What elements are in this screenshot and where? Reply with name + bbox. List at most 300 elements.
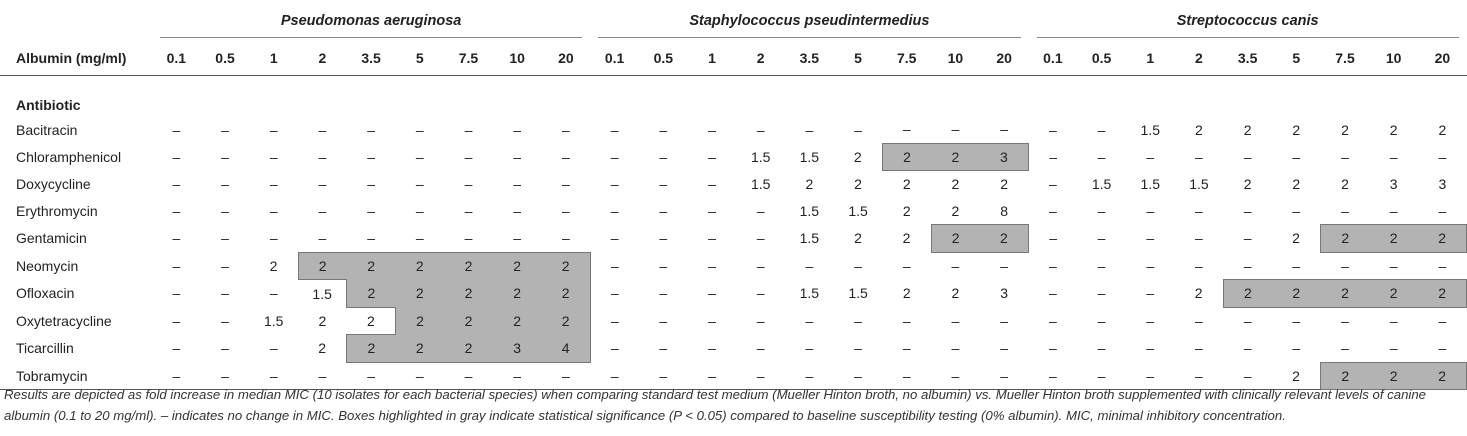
table-footnote: Results are depicted as fold increase in median MIC (10 isolates for each bacterial species) when comparing standard test medium (Mueller Hinton broth, no albumin) vs. Mueller Hinton broth supplemented with clinically relevant levels of canine albumin (0.1 to 20 mg/ml). – indicates no change in MIC. Boxes highlighted in gray indicate statistical significance (P < 0.05) compared to baseline susceptibility testing (0% albumin). MIC, minimal inhibitory concentration.	[4, 387, 1427, 423]
antibiotic-name: Gentamicin	[16, 230, 87, 247]
mic-value-cell: –	[1146, 285, 1155, 302]
mic-value-cell: 2	[1272, 280, 1321, 308]
mic-value-cell: –	[269, 203, 278, 219]
mic-value-cell: –	[1146, 257, 1155, 274]
mic-value-cell: –	[172, 121, 181, 138]
mic-value-cell: 2	[542, 280, 591, 308]
mic-value-cell: 2	[444, 335, 493, 363]
mic-value-cell: 2	[1369, 280, 1418, 308]
mic-value-cell: 2	[1369, 362, 1418, 390]
mic-value-cell: –	[610, 340, 619, 357]
mic-value-cell: –	[756, 203, 765, 219]
mic-value-cell: 2	[493, 307, 542, 335]
mic-value-cell: –	[1341, 148, 1349, 165]
mic-value-cell: 2	[951, 202, 960, 219]
mic-value-cell: –	[805, 312, 814, 329]
mic-value-cell: 2	[853, 148, 862, 165]
mic-value-cell: –	[347, 362, 396, 390]
mic-value-cell: –	[708, 230, 716, 247]
mic-value-cell: 1.5	[848, 203, 868, 219]
mic-value-cell: –	[708, 257, 716, 274]
mic-value-cell: –	[1438, 202, 1447, 219]
mic-value-cell: 1.5	[312, 285, 332, 302]
mic-value-cell: –	[1389, 257, 1398, 274]
mic-value-cell: –	[805, 257, 814, 274]
mic-value-cell: –	[367, 230, 375, 246]
table-row	[0, 116, 1467, 143]
mic-value-cell: –	[1292, 313, 1301, 329]
mic-value-cell: –	[221, 340, 229, 357]
mic-value-cell: –	[249, 362, 298, 390]
mic-value-cell: –	[201, 362, 250, 390]
concentration-header: 3.5	[1223, 41, 1272, 76]
concentration-header: 5	[834, 41, 883, 76]
mic-value-cell: –	[464, 203, 473, 219]
species-header-pseudomonas: Pseudomonas aeruginosa	[152, 0, 590, 41]
mic-value-cell: –	[1243, 257, 1252, 274]
mic-value-cell: –	[1243, 313, 1252, 329]
species-header-row	[0, 0, 1467, 41]
mic-value-cell: 2	[1243, 176, 1252, 192]
antibiotic-name: Ofloxacin	[16, 285, 75, 302]
mic-value-cell: –	[221, 203, 229, 219]
mic-value-cell: 3	[493, 335, 542, 363]
mic-value-cell: 2	[444, 307, 493, 335]
mic-value-cell: –	[542, 362, 591, 390]
mic-value-cell: –	[221, 121, 229, 138]
mic-value-cell: –	[561, 203, 570, 219]
mic-value-cell: 2	[347, 252, 396, 280]
mic-value-cell: 2	[931, 143, 980, 171]
antibiotic-name: Tobramycin	[0, 362, 152, 390]
mic-value-cell: –	[1195, 257, 1203, 274]
mic-value-cell: 2	[318, 340, 327, 357]
mic-value-cell: –	[1048, 203, 1057, 219]
table-row	[0, 143, 1467, 171]
table-row	[0, 198, 1467, 225]
mic-value-cell: –	[464, 230, 473, 246]
mic-value-cell: 2	[1195, 121, 1203, 138]
mic-value-cell: –	[1341, 313, 1349, 329]
mic-value-cell: –	[172, 257, 181, 274]
mic-value-cell: –	[1049, 148, 1058, 165]
mic-value-cell: 1.5	[799, 148, 820, 165]
antibiotic-name: Ticarcillin	[16, 340, 74, 357]
mic-value-cell: –	[1195, 312, 1203, 329]
mic-value-cell: 2	[395, 335, 444, 363]
mic-value-cell: –	[561, 176, 570, 192]
mic-value-cell: 2	[366, 312, 375, 329]
mic-value-cell: –	[1097, 121, 1106, 138]
mic-value-cell: –	[610, 148, 619, 165]
mic-value-cell: –	[1341, 202, 1349, 219]
mic-value-cell: –	[1049, 230, 1058, 247]
mic-value-cell: –	[708, 148, 716, 165]
antibiotic-name: Erythromycin	[16, 203, 98, 219]
mic-value-cell: –	[1000, 121, 1009, 138]
mic-value-cell: –	[269, 285, 278, 302]
species-header-streptococcus: Streptococcus canis	[1029, 0, 1467, 41]
mic-value-cell: –	[1146, 230, 1155, 247]
mic-value-cell: –	[367, 121, 375, 138]
mic-value-cell: 2	[444, 252, 493, 280]
concentration-header: 1	[1126, 41, 1175, 76]
concentration-header: 0.5	[1077, 41, 1126, 76]
mic-value-cell: 1.5	[1140, 176, 1160, 192]
mic-value-cell: –	[513, 148, 522, 165]
mic-value-cell: –	[1048, 285, 1057, 302]
mic-value-cell: –	[513, 121, 522, 138]
mic-value-cell: 1.5	[1140, 121, 1160, 138]
mic-value-cell: –	[610, 121, 619, 138]
mic-value-cell: –	[513, 176, 522, 192]
mic-value-cell: 2	[1243, 121, 1252, 138]
mic-value-cell: –	[1438, 313, 1447, 329]
table-row	[0, 280, 1467, 308]
mic-value-cell: 3	[1389, 176, 1398, 192]
mic-value-cell: –	[1146, 203, 1155, 219]
antibiotic-name: Neomycin	[16, 257, 79, 274]
mic-value-cell: –	[639, 362, 688, 390]
mic-value-cell: 2	[1321, 280, 1370, 308]
mic-value-cell: –	[415, 230, 424, 246]
mic-value-cell: –	[464, 148, 473, 165]
mic-value-cell: –	[367, 148, 375, 165]
mic-value-cell: 1.5	[799, 203, 820, 219]
mic-value-cell: 2	[1321, 362, 1370, 390]
mic-value-cell: –	[1195, 203, 1203, 219]
mic-value-cell: –	[221, 176, 229, 192]
mic-value-cell: –	[1175, 362, 1224, 390]
mic-value-cell: –	[1341, 257, 1349, 274]
section-row	[0, 76, 1467, 117]
mic-value-cell: –	[1341, 340, 1349, 356]
mic-value-cell: –	[444, 362, 493, 390]
mic-value-cell: 1.5	[750, 176, 771, 192]
mic-value-cell: –	[1243, 203, 1252, 219]
mic-value-cell: –	[561, 121, 570, 138]
mic-value-cell: –	[1097, 203, 1106, 219]
species-header-staphylococcus: Staphylococcus pseudintermedius	[590, 0, 1028, 41]
mic-value-cell: 2	[1292, 230, 1300, 247]
mic-value-cell: –	[1292, 340, 1301, 357]
mic-value-cell: 2	[931, 225, 980, 253]
mic-value-cell: –	[1097, 257, 1106, 274]
mic-value-cell: –	[931, 362, 980, 390]
species-header-spacer	[0, 0, 152, 41]
mic-value-cell: 2	[1418, 225, 1467, 253]
mic-value-cell: –	[610, 257, 619, 274]
mic-value-cell: –	[902, 257, 911, 274]
mic-value-cell: 3	[1000, 285, 1009, 302]
concentration-header: 5	[1272, 41, 1321, 76]
mic-value-cell: –	[1146, 340, 1155, 357]
mic-value-cell: 2	[951, 285, 960, 302]
mic-value-cell: –	[367, 176, 375, 192]
mic-value-cell: –	[1292, 257, 1301, 274]
mic-value-cell: 2	[854, 176, 862, 192]
mic-value-cell: –	[318, 121, 327, 138]
concentration-header: 3.5	[785, 41, 834, 76]
mic-value-cell: 2	[542, 252, 591, 280]
mic-value-cell: –	[610, 312, 619, 329]
mic-value-cell: –	[1048, 257, 1057, 274]
concentration-header-row	[0, 41, 1467, 76]
concentration-header: 10	[493, 41, 542, 76]
mic-value-cell: –	[854, 121, 862, 138]
mic-value-cell: –	[318, 176, 327, 192]
mic-value-cell: –	[1389, 313, 1398, 329]
mic-value-cell: –	[1243, 230, 1252, 247]
mic-value-cell: –	[590, 362, 639, 390]
mic-value-cell: –	[688, 362, 737, 390]
mic-value-cell: –	[318, 230, 327, 246]
mic-value-cell: 2	[493, 280, 542, 308]
mic-value-cell: –	[513, 230, 522, 246]
mic-value-cell: –	[269, 176, 278, 192]
mic-value-cell: –	[221, 257, 229, 274]
concentration-header: 0.1	[1029, 41, 1078, 76]
concentration-header: 7.5	[1321, 41, 1370, 76]
mic-value-cell: –	[659, 203, 668, 219]
concentration-header: 20	[1418, 41, 1467, 76]
mic-value-cell: –	[1438, 148, 1447, 165]
mic-value-cell: –	[1195, 340, 1203, 357]
mic-value-cell: –	[708, 203, 716, 219]
mic-value-cell: –	[269, 340, 278, 357]
mic-value-cell: –	[513, 203, 522, 219]
concentration-header: 0.5	[639, 41, 688, 76]
mic-value-cell: 2	[395, 280, 444, 308]
mic-value-cell: –	[854, 312, 862, 329]
mic-value-cell: –	[367, 203, 375, 219]
mic-value-cell: –	[1292, 148, 1301, 165]
mic-value-cell: –	[756, 340, 765, 357]
mic-value-cell: –	[902, 312, 911, 329]
mic-value-cell: 1.5	[1189, 176, 1209, 192]
mic-value-cell: –	[493, 362, 542, 390]
mic-value-cell: –	[1048, 121, 1057, 138]
antibiotic-name: Bacitracin	[16, 121, 78, 138]
mic-value-cell: –	[1000, 340, 1009, 357]
mic-value-cell: 1.5	[263, 312, 284, 329]
mic-value-cell: –	[1292, 203, 1301, 219]
mic-value-cell: –	[610, 285, 619, 302]
antibiotic-name: Chloramphenicol	[16, 148, 122, 165]
antibiotic-name: Doxycycline	[16, 176, 91, 192]
mic-value-cell: 2	[1341, 176, 1349, 192]
mic-value-cell: 2	[951, 176, 960, 193]
mic-value-cell: –	[708, 340, 716, 357]
mic-value-cell: 2	[854, 230, 862, 247]
mic-value-cell: –	[221, 312, 229, 329]
mic-value-cell: 2	[1000, 176, 1009, 193]
mic-value-cell: –	[269, 121, 278, 138]
mic-value-cell: 2	[902, 285, 911, 302]
concentration-header: 2	[736, 41, 785, 76]
mic-value-cell: –	[708, 121, 716, 138]
mic-value-cell: 2	[1341, 121, 1349, 138]
mic-value-cell: –	[1243, 148, 1252, 165]
mic-value-cell: –	[951, 258, 960, 274]
mic-value-cell: 2	[1321, 225, 1370, 253]
mic-value-cell: 2	[882, 143, 931, 171]
mic-value-cell: –	[610, 176, 619, 192]
mic-value-cell: 1.5	[799, 230, 820, 247]
mic-value-cell: 2	[298, 252, 347, 280]
mic-value-cell: –	[659, 121, 668, 138]
mic-value-cell: 2	[980, 225, 1029, 253]
mic-value-cell: –	[951, 121, 960, 138]
mic-value-cell: –	[785, 362, 834, 390]
mic-value-cell: –	[708, 285, 716, 302]
mic-value-cell: –	[1000, 258, 1009, 274]
table-row	[0, 307, 1467, 335]
mic-value-cell: 2	[347, 335, 396, 363]
concentration-header: 1	[249, 41, 298, 76]
mic-value-cell: –	[1146, 312, 1155, 329]
mic-value-cell: 1.5	[750, 148, 771, 165]
mic-value-cell: 2	[1389, 121, 1398, 138]
mic-value-cell: –	[172, 203, 181, 219]
mic-value-cell: 3	[1438, 176, 1447, 192]
mic-value-cell: –	[1097, 230, 1106, 247]
mic-value-cell: –	[1000, 312, 1009, 329]
concentration-header: 3.5	[347, 41, 396, 76]
mic-value-cell: 2	[347, 280, 396, 308]
concentration-header: 1	[688, 41, 737, 76]
mic-value-cell: 2	[318, 312, 327, 329]
mic-value-cell: –	[561, 230, 570, 246]
concentration-header: 5	[395, 41, 444, 76]
mic-value-cell: 2	[1438, 121, 1447, 138]
mic-value-cell: –	[756, 121, 765, 138]
mic-value-cell: –	[659, 312, 668, 329]
mic-value-cell: 2	[1292, 176, 1301, 192]
concentration-header: 2	[298, 41, 347, 76]
mic-value-cell: –	[736, 362, 785, 390]
mic-value-cell: –	[1126, 362, 1175, 390]
mic-value-cell: 2	[805, 176, 814, 192]
mic-value-cell: –	[951, 340, 960, 357]
concentration-header: 20	[980, 41, 1029, 76]
mic-value-cell: –	[1389, 148, 1398, 165]
mic-value-cell: 2	[269, 257, 278, 274]
concentration-header: 0.1	[590, 41, 639, 76]
mic-value-cell: –	[1438, 340, 1447, 356]
mic-value-cell: –	[152, 362, 201, 390]
mic-value-cell: –	[415, 148, 424, 165]
mic-value-cell: –	[318, 148, 327, 165]
mic-value-cell: –	[756, 285, 765, 302]
mic-value-cell: –	[172, 148, 181, 165]
mic-value-cell: –	[708, 176, 716, 192]
mic-value-cell: –	[464, 176, 473, 192]
mic-value-cell: –	[854, 257, 862, 274]
mic-value-cell: 2	[395, 252, 444, 280]
mic-value-cell: –	[1029, 362, 1078, 390]
mic-value-cell: –	[221, 285, 229, 302]
mic-value-cell: 2	[493, 252, 542, 280]
mic-value-cell: –	[610, 230, 619, 247]
mic-value-cell: –	[756, 312, 765, 329]
mic-value-cell: 2	[1194, 285, 1203, 302]
mic-value-cell: –	[708, 312, 716, 329]
table-row	[0, 171, 1467, 198]
mic-value-cell: 2	[1418, 280, 1467, 308]
mic-value-cell: –	[882, 362, 931, 390]
antibiotic-name: Oxytetracycline	[16, 312, 112, 329]
mic-value-cell: 2	[542, 307, 591, 335]
mic-value-cell: –	[172, 285, 181, 302]
mic-value-cell: –	[756, 230, 765, 247]
mic-value-cell: –	[1097, 312, 1106, 329]
mic-value-cell: –	[610, 203, 619, 219]
mic-value-cell: –	[172, 230, 181, 247]
mic-value-cell: 2	[1272, 362, 1321, 390]
mic-value-cell: –	[1048, 340, 1057, 357]
concentration-header: 10	[1369, 41, 1418, 76]
mic-value-cell: –	[415, 176, 424, 192]
mic-value-cell: –	[659, 285, 668, 302]
mic-value-cell: 2	[1292, 121, 1301, 138]
mic-value-cell: –	[1097, 148, 1106, 165]
concentration-header: 0.1	[152, 41, 201, 76]
mic-value-cell: –	[318, 203, 327, 219]
mic-value-cell: –	[1195, 230, 1203, 247]
mic-value-cell: –	[269, 230, 278, 247]
mic-value-cell: –	[172, 340, 181, 357]
mic-value-cell: –	[1389, 340, 1398, 356]
mic-value-cell: –	[659, 230, 668, 247]
mic-value-cell: 2	[902, 203, 911, 219]
mic-value-cell: –	[756, 257, 765, 274]
mic-value-cell: –	[221, 230, 229, 247]
mic-value-cell: –	[1195, 148, 1203, 165]
concentration-header: 7.5	[444, 41, 493, 76]
mic-value-cell: –	[415, 203, 424, 219]
mic-value-cell: 1.5	[799, 285, 820, 302]
concentration-header: 0.5	[201, 41, 250, 76]
mic-value-cell: –	[1077, 362, 1126, 390]
mic-value-cell: –	[298, 362, 347, 390]
mic-value-cell: –	[659, 176, 668, 192]
mic-value-cell: –	[172, 176, 181, 192]
albumin-label: Albumin (mg/ml)	[0, 41, 152, 76]
mic-value-cell: –	[834, 362, 883, 390]
mic-value-cell: –	[172, 312, 181, 329]
mic-value-cell: 4	[542, 335, 591, 363]
mic-value-cell: –	[561, 148, 570, 165]
mic-value-cell: –	[269, 148, 278, 165]
mic-value-cell: 3	[980, 143, 1029, 171]
mic-value-cell: –	[659, 148, 668, 165]
mic-value-cell: 1.5	[1091, 176, 1112, 192]
mic-value-cell: –	[902, 121, 911, 138]
mic-value-cell: –	[902, 340, 911, 357]
mic-value-cell: 2	[395, 307, 444, 335]
mic-value-cell: –	[951, 312, 960, 329]
antibiotic-section-label: Antibiotic	[16, 97, 81, 113]
mic-value-cell: –	[221, 148, 229, 165]
mic-value-cell: –	[1048, 176, 1057, 192]
mic-value-cell: –	[854, 340, 862, 357]
mic-value-cell: 8	[1000, 202, 1009, 219]
table-row	[0, 225, 1467, 253]
table-row	[0, 335, 1467, 363]
mic-value-cell: –	[415, 121, 424, 138]
mic-value-cell: –	[1438, 257, 1447, 274]
